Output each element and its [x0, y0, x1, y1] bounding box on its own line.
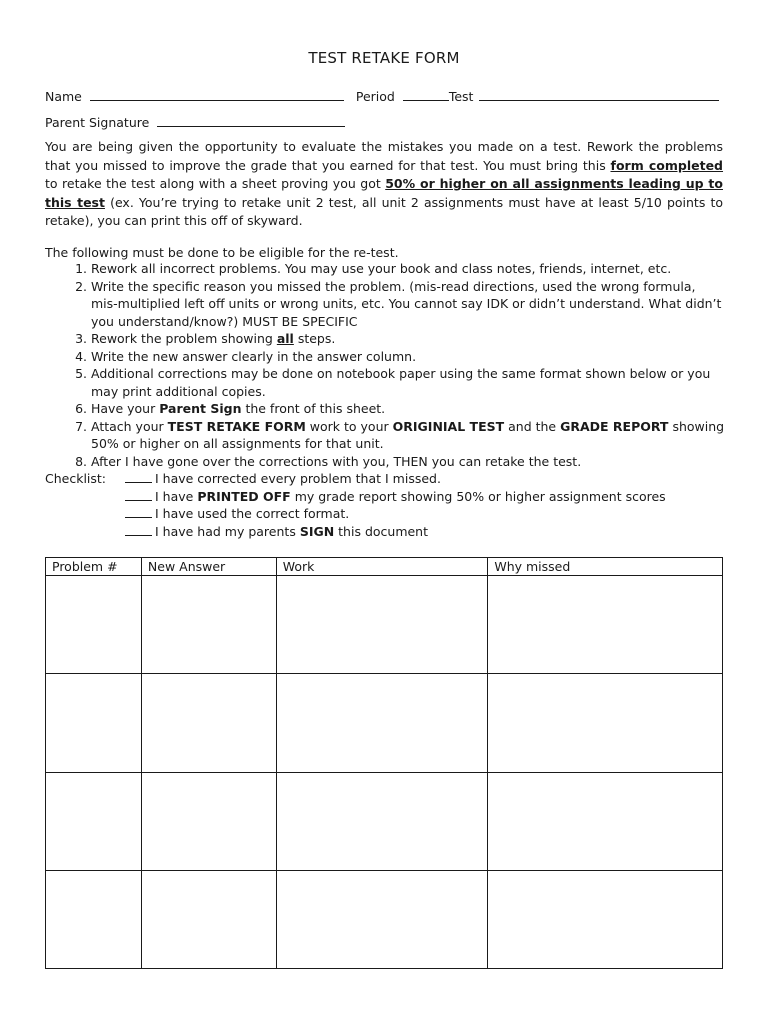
checklist-item-3: I have used the correct format. — [155, 506, 350, 521]
problem-number-cell[interactable] — [46, 870, 142, 968]
table-row — [46, 674, 723, 772]
list-item: 4. Write the new answer clearly in the answer column. — [91, 348, 725, 366]
checklist-label: Checklist: — [45, 471, 107, 486]
intro-text-1: You are being given the opportunity to evaluate the mistakes you made on a test. Rework the problems that you missed to improve the grade that you earned for that test. You must bring this — [45, 139, 723, 173]
step6-bold: Parent Sign — [159, 401, 242, 416]
why-missed-cell[interactable] — [488, 772, 723, 870]
checklist-item-4-text: I have had my parents — [155, 523, 300, 539]
checklist-item-4-end: this document — [334, 523, 429, 539]
list-item: 8. After I have gone over the corrections with you, THEN you can retake the test. — [91, 453, 725, 471]
work-cell[interactable] — [276, 870, 488, 968]
list-item — [91, 400, 725, 418]
period-label: Period — [355, 89, 395, 104]
header-problem-number: Problem # — [46, 558, 142, 576]
problem-number-cell[interactable] — [46, 674, 142, 772]
work-cell[interactable] — [276, 674, 488, 772]
list-item: 2. Write the specific reason you missed the problem. (mis-read directions, used the wrong formula, mis-multiplied left off units or wrong units, etc. You cannot say IDK or didn’t understand. What didn’t you understand/know?) MUST BE SPECIFIC — [91, 278, 725, 331]
step3-bold: all — [276, 331, 294, 346]
new-answer-cell[interactable] — [141, 772, 276, 870]
step7-text-a: Attach your — [91, 418, 168, 434]
table-row — [46, 870, 723, 968]
intro-text-3: (ex. You’re trying to retake unit 2 test, all unit 2 assignments must have at least 5/10 points to retake), you can print this off of skyward. — [45, 194, 723, 228]
problem-number-cell[interactable] — [46, 576, 142, 674]
step6-text-end: the front of this sheet. — [241, 401, 386, 416]
step3-text: Rework the problem showing — [91, 331, 277, 346]
list-item: 1. Rework all incorrect problems. You may use your book and class notes, friends, internet, etc. — [91, 260, 725, 278]
checklist-blank[interactable] — [125, 506, 152, 518]
parent-signature-label: Parent Signature — [45, 115, 150, 130]
list-item — [91, 330, 725, 348]
checklist-item-1: I have corrected every problem that I missed. — [155, 471, 441, 486]
checklist-item-2-bold: PRINTED OFF — [197, 488, 291, 504]
why-missed-cell[interactable] — [488, 674, 723, 772]
step3-text-end: steps. — [293, 331, 336, 346]
parent-signature-field[interactable] — [157, 114, 345, 127]
problem-number-cell[interactable] — [46, 772, 142, 870]
header-work: Work — [276, 558, 488, 576]
step6-text: Have your — [91, 401, 160, 416]
checklist-item-4-bold: SIGN — [299, 523, 335, 539]
page-title: TEST RETAKE FORM — [308, 49, 460, 67]
checklist-item-2-text: I have — [155, 488, 198, 504]
test-field[interactable] — [479, 88, 719, 101]
checklist-blank[interactable] — [125, 471, 152, 483]
table-header-row — [46, 558, 723, 576]
new-answer-cell[interactable] — [141, 674, 276, 772]
step7-text-c: work to your — [305, 418, 393, 434]
period-field[interactable] — [403, 88, 449, 101]
corrections-table — [45, 557, 723, 969]
step7-bold-report: GRADE REPORT — [560, 418, 669, 434]
intro-bold-form-completed: form completed — [610, 157, 724, 173]
requirements-intro: The following must be done to be eligible for the re-test. — [45, 245, 399, 260]
header-why-missed: Why missed — [488, 558, 723, 576]
new-answer-cell[interactable] — [141, 576, 276, 674]
header-new-answer: New Answer — [141, 558, 276, 576]
table-row — [46, 576, 723, 674]
name-field[interactable] — [90, 88, 344, 101]
checklist-blank[interactable] — [125, 489, 152, 501]
why-missed-cell[interactable] — [488, 576, 723, 674]
name-period-test-row — [45, 88, 719, 104]
new-answer-cell[interactable] — [141, 870, 276, 968]
step7-text-g: showing 50% or higher on all assignments for that unit. — [91, 418, 725, 451]
list-item: 5. Additional corrections may be done on notebook paper using the same format shown below or you may print additional copies. — [91, 365, 725, 400]
work-cell[interactable] — [276, 772, 488, 870]
step7-bold-form: TEST RETAKE FORM — [167, 418, 306, 434]
requirements-list — [45, 260, 725, 470]
list-item — [91, 418, 725, 453]
why-missed-cell[interactable] — [488, 870, 723, 968]
intro-text-2: to retake the test along with a sheet proving you got — [45, 176, 386, 191]
intro-paragraph — [45, 138, 723, 231]
step7-text-e: and the — [504, 418, 561, 434]
checklist-blank[interactable] — [125, 524, 152, 536]
checklist-item-2-end: my grade report showing 50% or higher assignment scores — [290, 488, 666, 504]
intro-bold-requirement: 50% or higher on all assignments leading up to this test — [45, 176, 723, 210]
step7-bold-test: ORIGINIAL TEST — [392, 418, 505, 434]
table-row — [46, 772, 723, 870]
work-cell[interactable] — [276, 576, 488, 674]
test-label: Test — [448, 89, 474, 104]
name-label: Name — [45, 89, 82, 104]
parent-signature-row — [45, 114, 345, 130]
